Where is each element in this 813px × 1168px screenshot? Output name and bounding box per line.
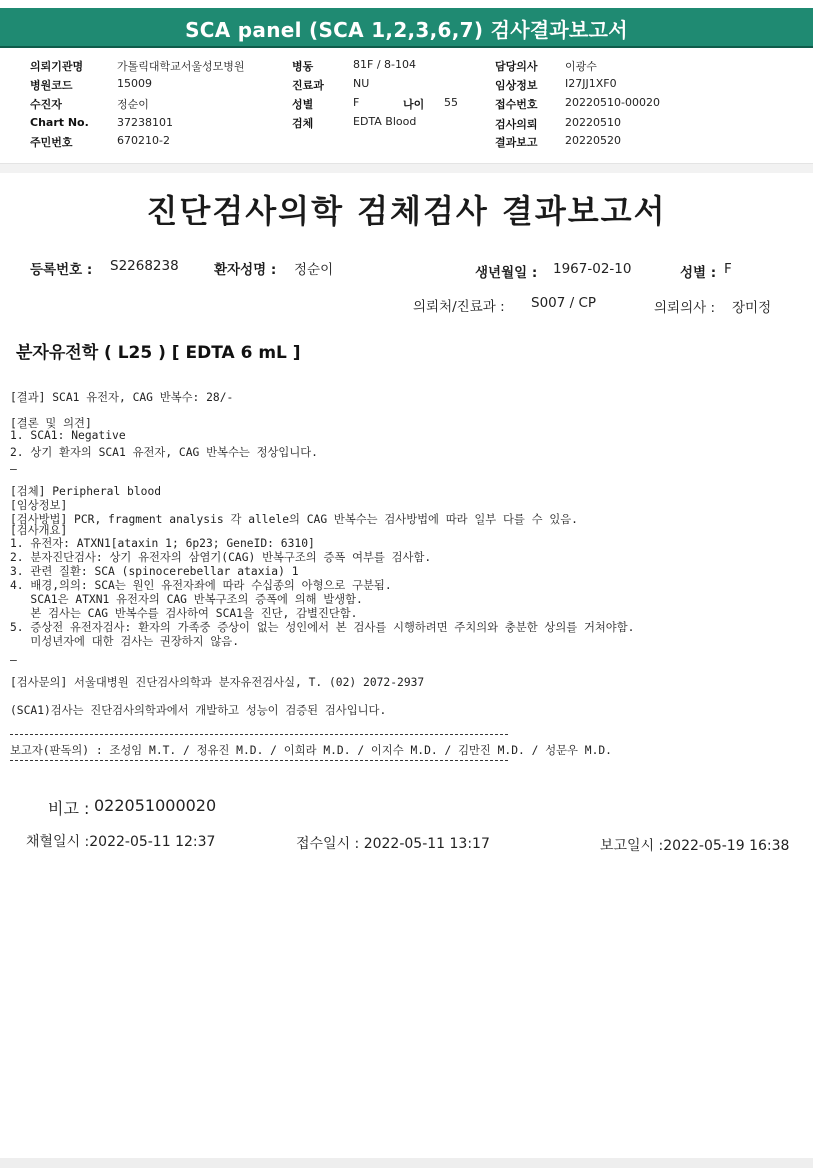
overview-item-4-cont-1: SCA1은 ATXN1 유전자의 CAG 반복구조의 증폭에 의해 발생함. xyxy=(10,593,363,606)
label-requester-dept: 의뢰처/진료과 : xyxy=(413,299,505,315)
banner-title: SCA panel (SCA 1,2,3,6,7) 검사결과보고서 xyxy=(185,18,628,42)
specimen-line: [검체] Peripheral blood xyxy=(10,485,162,498)
value-request-date: 20220510 xyxy=(565,116,621,129)
overview-item-5: 5. 증상전 유전자검사: 환자의 가족중 증상이 없는 성인에서 본 검사를 시행하려면 주치의와 충분한 상의를 거쳐야함. xyxy=(10,621,635,634)
label-accession-no: 접수번호 xyxy=(495,98,538,111)
label-resident-no: 주민번호 xyxy=(30,136,73,149)
value-institution: 가톨릭대학교서울성모병원 xyxy=(117,60,245,73)
collection-datetime: 채혈일시 :2022-05-11 12:37 xyxy=(26,834,216,850)
report-title: 진단검사의학 검체검사 결과보고서 xyxy=(146,192,667,230)
note-value: 022051000020 xyxy=(94,796,217,815)
label-ward: 병동 xyxy=(292,60,314,73)
label-department: 진료과 xyxy=(292,79,324,92)
label-specimen: 검체 xyxy=(292,117,314,130)
reported-datetime: 보고일시 :2022-05-19 16:38 xyxy=(600,838,790,854)
section-title: 분자유전학 ( L25 ) [ EDTA 6 mL ] xyxy=(16,343,301,363)
overview-item-5-cont: 미성년자에 대한 검사는 권장하지 않음. xyxy=(10,635,240,648)
value-patient-name: 정순이 xyxy=(294,262,334,278)
value-specimen: EDTA Blood xyxy=(353,115,417,128)
conclusion-item-2: 2. 상기 환자의 SCA1 유전자, CAG 반복수는 정상입니다. xyxy=(10,446,318,459)
label-hospital-code: 병원코드 xyxy=(30,79,73,92)
overview-heading: [검사개요] xyxy=(10,524,68,537)
label-attending-doctor: 담당의사 xyxy=(495,60,538,73)
value-department: NU xyxy=(353,77,370,90)
value-hospital-code: 15009 xyxy=(117,77,152,90)
section-divider xyxy=(0,163,813,173)
separator-dash-2: — xyxy=(10,654,17,667)
reporters-line: 보고자(판독의) : 조성임 M.T. / 정유진 M.D. / 이희라 M.D. / 이지수 M.D. / 김만진 M.D. / 성문우 M.D. xyxy=(10,744,612,757)
overview-item-2: 2. 분자진단검사: 상기 유전자의 삼염기(CAG) 반복구조의 증폭 여부를 검사함. xyxy=(10,551,432,564)
overview-item-3: 3. 관련 질환: SCA (spinocerebellar ataxia) 1 xyxy=(10,565,299,578)
value-report-sex: F xyxy=(724,261,732,277)
label-report-sex: 성별 : xyxy=(680,265,717,281)
value-chart-no: 37238101 xyxy=(117,116,173,129)
label-registration-no: 등록번호 : xyxy=(30,262,93,278)
value-requesting-doctor: 장미정 xyxy=(732,300,772,316)
value-result-date: 20220520 xyxy=(565,134,621,147)
value-accession-no: 20220510-00020 xyxy=(565,96,660,109)
label-institution: 의뢰기관명 xyxy=(30,60,84,73)
overview-item-4: 4. 배경,의의: SCA는 원인 유전자좌에 따라 수십종의 아형으로 구분됨. xyxy=(10,579,392,592)
label-age: 나이 xyxy=(403,98,425,111)
value-registration-no: S2268238 xyxy=(110,258,179,274)
label-result-date: 결과보고 xyxy=(495,136,538,149)
label-request-date: 검사의뢰 xyxy=(495,118,538,131)
result-line: [결과] SCA1 유전자, CAG 반복수: 28/- xyxy=(10,391,234,404)
separator-dash: — xyxy=(10,463,17,476)
label-patient: 수진자 xyxy=(30,98,62,111)
dashed-rule-bottom xyxy=(10,760,508,761)
value-resident-no: 670210-2 xyxy=(117,134,170,147)
conclusion-item-1: 1. SCA1: Negative xyxy=(10,429,126,442)
method-line: [검사방법] PCR, fragment analysis 각 allele의 CAG 반복수는 검사방법에 따라 일부 다를 수 있음. xyxy=(10,513,578,526)
overview-item-4-cont-2: 본 검사는 CAG 반복수를 검사하여 SCA1을 진단, 감별진단함. xyxy=(10,607,358,620)
note-label: 비고 : xyxy=(48,799,90,818)
conclusion-heading: [결론 및 의견] xyxy=(10,417,92,430)
overview-item-1: 1. 유전자: ATXN1[ataxin 1; 6p23; GeneID: 6310] xyxy=(10,537,315,550)
label-birth-date: 생년월일 : xyxy=(475,265,538,281)
value-clinical-info: I27JJ1XF0 xyxy=(565,77,617,90)
label-requesting-doctor: 의뢰의사 : xyxy=(654,300,716,316)
label-patient-name: 환자성명 : xyxy=(214,262,277,278)
received-datetime: 접수일시 : 2022-05-11 13:17 xyxy=(296,836,490,852)
value-birth-date: 1967-02-10 xyxy=(553,261,632,277)
value-attending-doctor: 이광수 xyxy=(565,60,597,73)
value-requester-dept: S007 / CP xyxy=(531,295,597,311)
value-sex: F xyxy=(353,96,360,109)
value-ward: 81F / 8-104 xyxy=(353,58,416,71)
label-sex: 성별 xyxy=(292,98,314,111)
page-bottom-band xyxy=(0,1158,813,1168)
inquiry-line: [검사문의] 서울대병원 진단검사의학과 분자유전검사실, T. (02) 2072-2937 xyxy=(10,676,425,689)
label-clinical-info: 임상정보 xyxy=(495,79,538,92)
validation-line: (SCA1)검사는 진단검사의학과에서 개발하고 성능이 검증된 검사입니다. xyxy=(10,704,387,717)
label-chart-no: Chart No. xyxy=(30,116,89,129)
dashed-rule-top xyxy=(10,734,508,735)
value-age: 55 xyxy=(444,96,458,109)
clinical-info-line: [임상정보] xyxy=(10,499,68,512)
value-patient: 정순이 xyxy=(117,98,149,111)
